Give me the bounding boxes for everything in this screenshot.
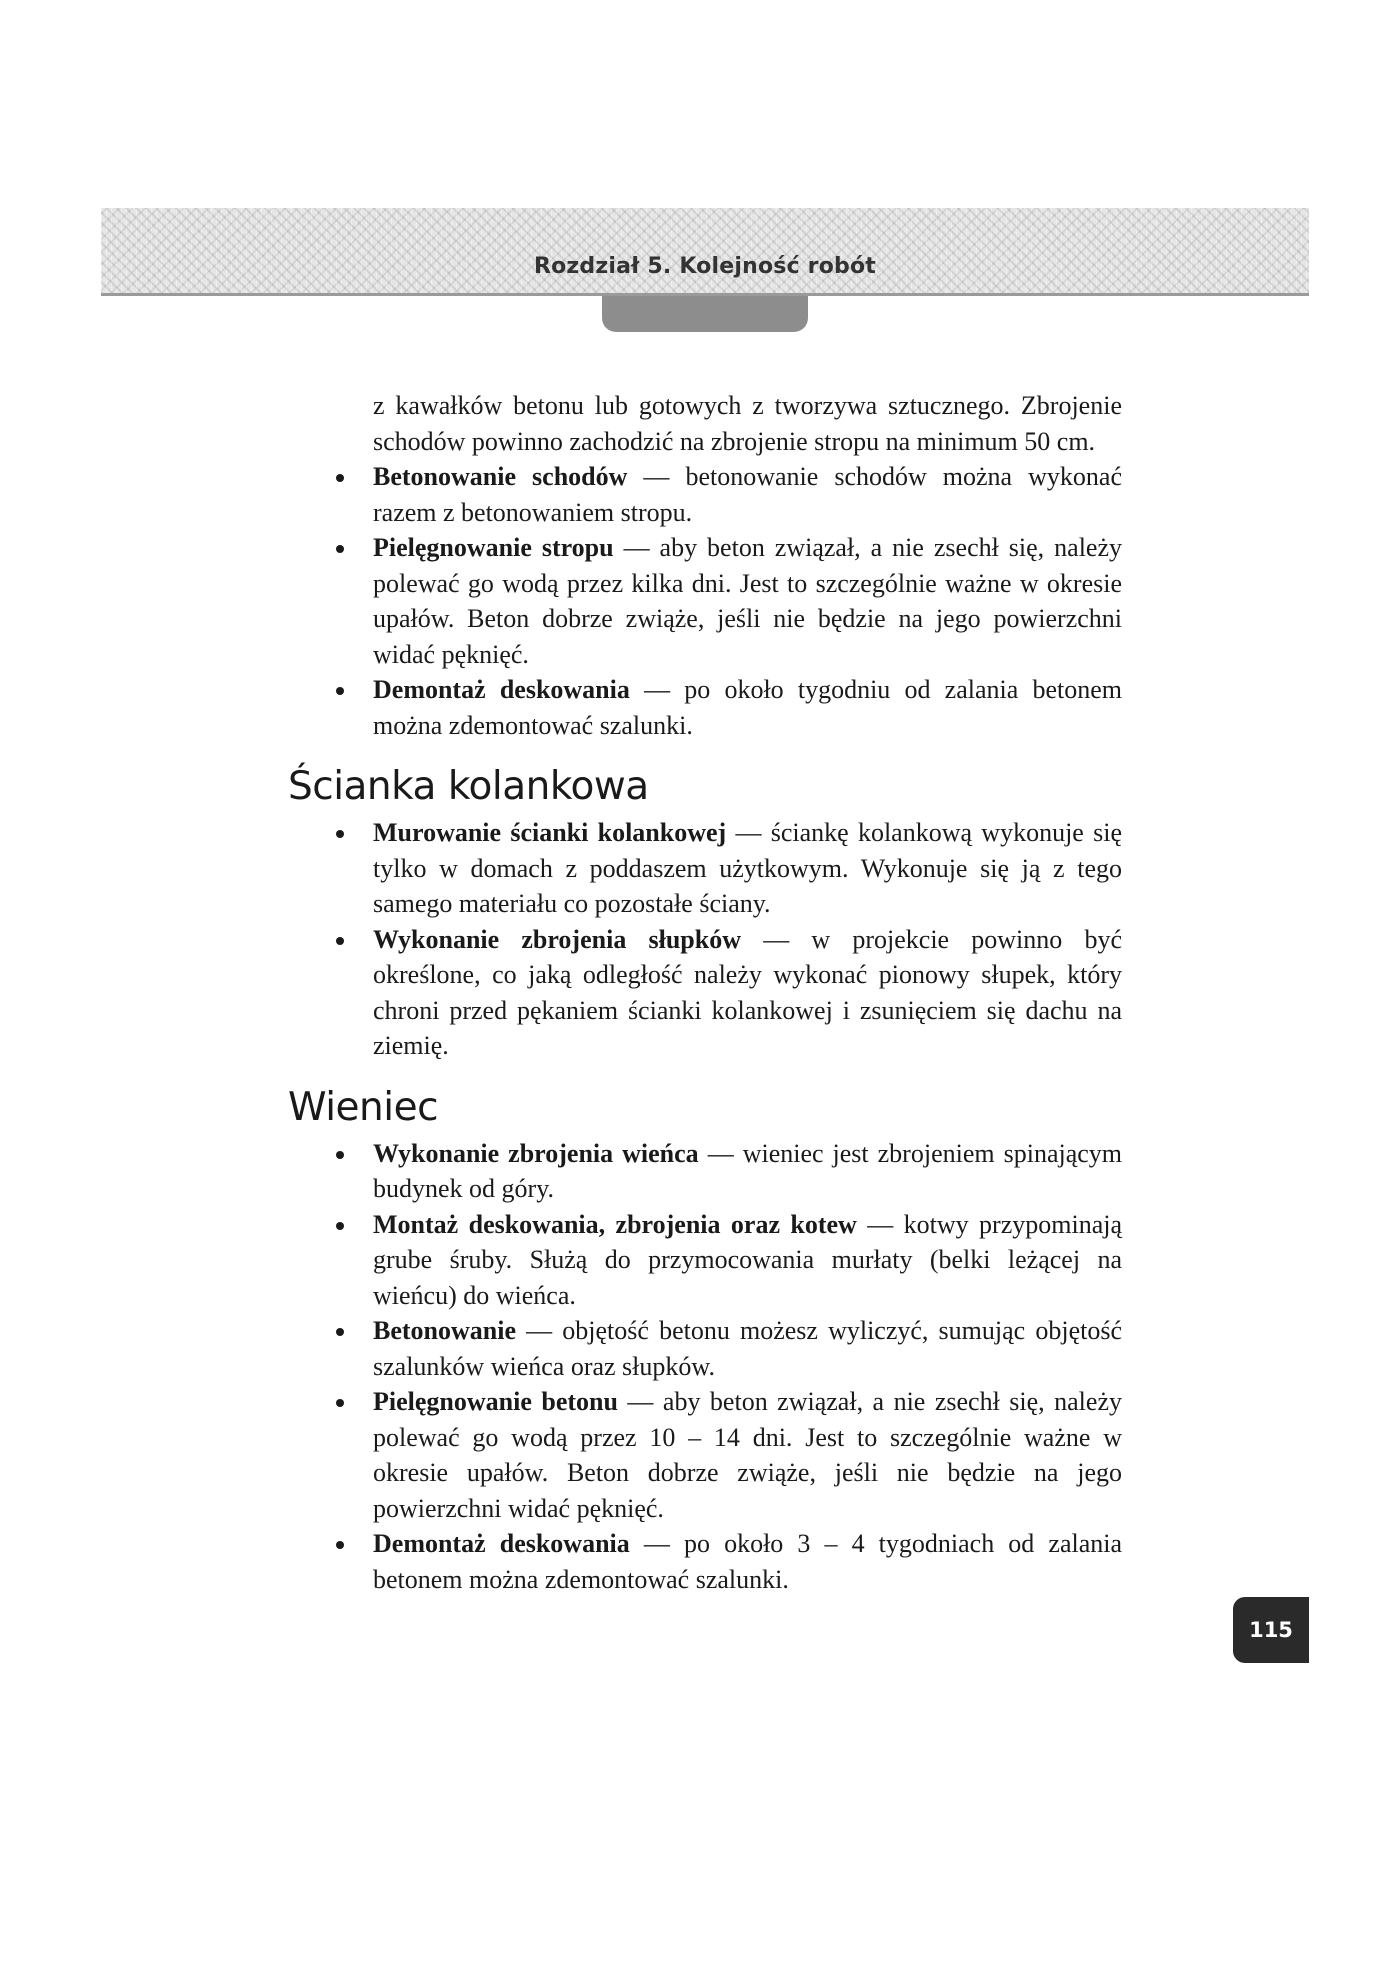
bullet-icon bbox=[336, 1541, 344, 1549]
item-text: — w projekcie powinno być określone, co jaką odległość należy wykonać pionowy słupek, który chroni przed pękaniem ścianki kolankowej i zsunięciem się dachu na ziemię. bbox=[373, 924, 1122, 1060]
page-content bbox=[288, 388, 1122, 1597]
item-text: — wieniec jest zbrojeniem spinającym budynek od góry. bbox=[373, 1138, 1123, 1203]
list-item bbox=[288, 1384, 1122, 1526]
steps-list-knee-wall bbox=[288, 815, 1122, 1064]
list-item bbox=[288, 1526, 1122, 1597]
item-term: Pielęgnowanie betonu bbox=[373, 1387, 618, 1416]
item-term: Betonowanie bbox=[373, 1316, 516, 1345]
bullet-icon bbox=[336, 545, 344, 553]
item-term: Montaż deskowania, zbrojenia oraz kotew bbox=[373, 1209, 857, 1239]
chapter-title: Rozdział 5. Kolejność robót bbox=[533, 254, 877, 279]
list-item bbox=[288, 815, 1122, 922]
item-term: Demontaż deskowania bbox=[373, 675, 630, 704]
section-heading-knee-wall: Ścianka kolankowa bbox=[288, 764, 649, 809]
steps-list-ring-beam bbox=[288, 1136, 1122, 1598]
bullet-icon bbox=[336, 830, 344, 838]
item-text: — betonowanie schodów można wykonać razem z betonowaniem stropu. bbox=[373, 462, 1122, 527]
list-item bbox=[288, 922, 1122, 1064]
item-term: Demontaż deskowania bbox=[373, 1529, 630, 1558]
steps-list-stairs bbox=[288, 459, 1122, 743]
item-term: Betonowanie schodów bbox=[373, 462, 628, 491]
item-term: Pielęgnowanie stropu bbox=[373, 533, 614, 562]
header-tab-decoration bbox=[602, 296, 808, 332]
item-text: — kotwy przypominają grube śruby. Służą do przymocowania murłaty (belki leżącej na wieńcu) do wieńca. bbox=[373, 1209, 1122, 1310]
list-item bbox=[288, 1313, 1122, 1384]
page-number: 115 bbox=[1233, 1597, 1309, 1663]
bullet-icon bbox=[336, 1222, 344, 1230]
item-text: — objętość betonu możesz wyliczyć, sumując objętość szalunków wieńca oraz słupków. bbox=[373, 1316, 1122, 1381]
item-text: — aby beton związał, a nie zsechł się, należy polewać go wodą przez 10 – 14 dni. Jest to szczególnie ważne w okresie upałów. Beton dobrze zwiąże, jeśli nie będzie na jego powierzchni widać pęknięć. bbox=[373, 1387, 1122, 1523]
bullet-icon bbox=[336, 687, 344, 695]
bullet-icon bbox=[336, 937, 344, 945]
item-term: Murowanie ścianki kolankowej bbox=[373, 818, 727, 847]
section-heading-ring-beam: Wieniec bbox=[288, 1084, 439, 1130]
list-item bbox=[288, 672, 1122, 743]
intro-paragraph: z kawałków betonu lub gotowych z tworzywa sztucznego. Zbrojenie schodów powinno zachodzić na zbrojenie stropu na minimum 50 cm. bbox=[373, 391, 1122, 456]
item-text: — po około 3 – 4 tygodniach od zalania betonem można zdemontować szalunki. bbox=[373, 1529, 1123, 1594]
item-text: — aby beton związał, a nie zsechł się, należy polewać go wodą przez kilka dni. Jest to szczególnie ważne w okresie upałów. Beton dobrze zwiąże, jeśli nie będzie na jego powierzchni widać pęknięć. bbox=[373, 533, 1122, 669]
item-term: Wykonanie zbrojenia wieńca bbox=[373, 1138, 699, 1168]
item-term: Wykonanie zbrojenia słupków bbox=[373, 924, 742, 954]
bullet-icon bbox=[336, 474, 344, 482]
item-text: — po około tygodniu od zalania betonem można zdemontować szalunki. bbox=[373, 675, 1123, 740]
list-item bbox=[288, 459, 1122, 530]
list-item bbox=[288, 530, 1122, 672]
item-text: — ściankę kolankową wykonuje się tylko w domach z poddaszem użytkowym. Wykonuje się ją z tego samego materiału co pozostałe ściany. bbox=[373, 818, 1122, 918]
bullet-icon bbox=[336, 1151, 344, 1159]
list-item bbox=[288, 1207, 1122, 1314]
bullet-icon bbox=[336, 1328, 344, 1336]
bullet-icon bbox=[336, 1399, 344, 1407]
chapter-header-band bbox=[101, 208, 1309, 296]
list-item bbox=[288, 1136, 1122, 1207]
